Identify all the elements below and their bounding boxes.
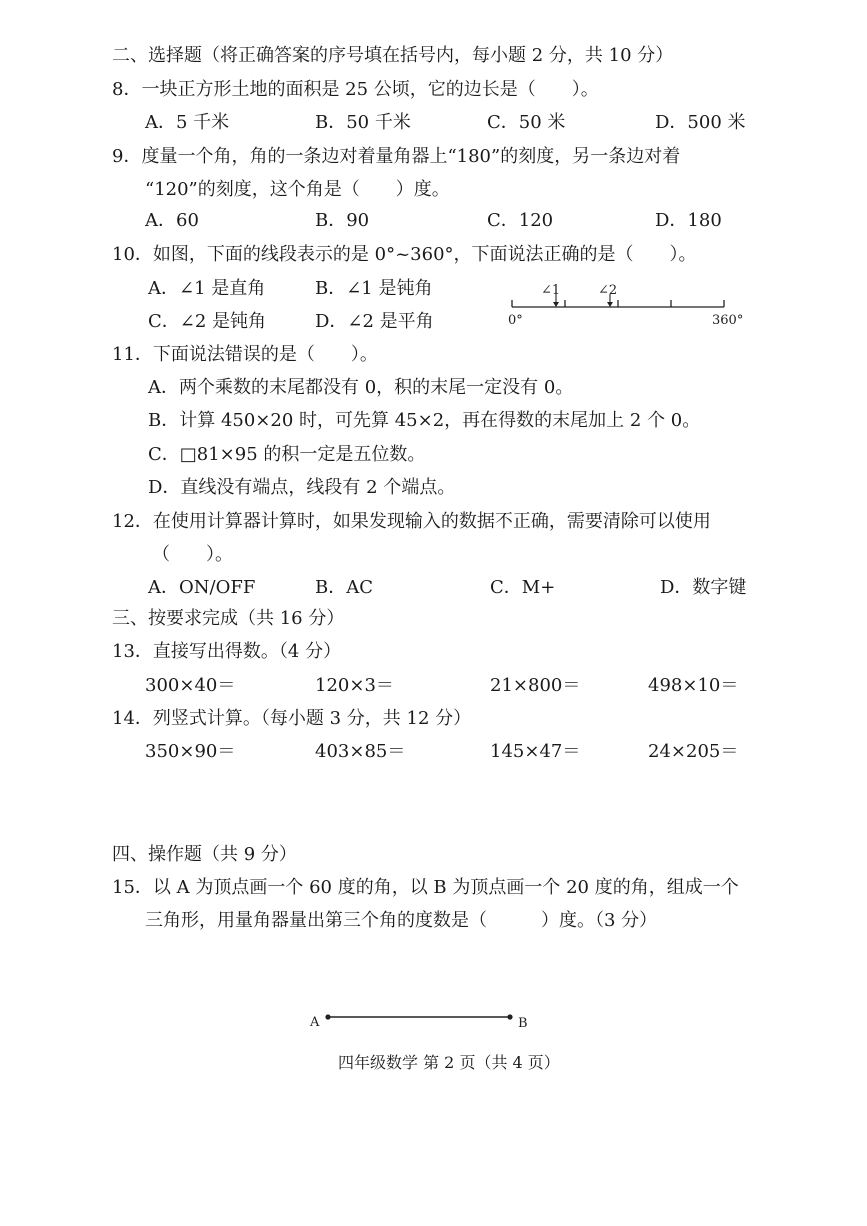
section-4-title: 四、操作题（共 9 分） bbox=[112, 844, 297, 865]
question-11-stem: 11．下面说法错误的是（ ）。 bbox=[112, 344, 378, 365]
question-8-option-c: C．50 米 bbox=[487, 112, 566, 133]
question-14-item: 145×47＝ bbox=[490, 741, 581, 762]
angle-2-arrow-head bbox=[607, 302, 613, 307]
question-10-option-c: C．∠2 是钝角 bbox=[148, 311, 267, 332]
question-12-option-c: C．M+ bbox=[490, 577, 556, 598]
angle-1-label: ∠1 bbox=[541, 283, 561, 298]
question-13-item: 21×800＝ bbox=[490, 675, 581, 696]
question-8-option-d: D．500 米 bbox=[655, 112, 746, 133]
point-a-label: A bbox=[310, 1015, 320, 1030]
question-14-item: 350×90＝ bbox=[145, 741, 236, 762]
point-a bbox=[325, 1014, 330, 1019]
question-13-item: 300×40＝ bbox=[145, 675, 236, 696]
angle-1-arrow-head bbox=[553, 302, 559, 307]
section-3-title: 三、按要求完成（共 16 分） bbox=[112, 608, 345, 629]
question-9-stem-line2: “120”的刻度，这个角是（ ）度。 bbox=[145, 179, 450, 200]
question-14-stem: 14．列竖式计算。（每小题 3 分，共 12 分） bbox=[112, 708, 472, 729]
question-10-option-a: A．∠1 是直角 bbox=[148, 278, 266, 299]
question-9-stem-line1: 9．度量一个角，角的一条边对着量角器上“180”的刻度，另一条边对着 bbox=[112, 146, 681, 167]
question-11-option-d: D．直线没有端点，线段有 2 个端点。 bbox=[148, 477, 456, 498]
question-14-item: 403×85＝ bbox=[315, 741, 406, 762]
question-8-stem: 8．一块正方形土地的面积是 25 公顷，它的边长是（ ）。 bbox=[112, 79, 599, 100]
section-2-title: 二、选择题（将正确答案的序号填在括号内，每小题 2 分，共 10 分） bbox=[112, 45, 674, 66]
question-12-option-d: D．数字键 bbox=[660, 577, 747, 598]
page-footer: 四年级数学 第 2 页（共 4 页） bbox=[338, 1053, 560, 1072]
point-b bbox=[507, 1014, 512, 1019]
question-12-stem-line2: （ ）。 bbox=[152, 544, 233, 565]
question-12-option-b: B．AC bbox=[315, 577, 373, 598]
question-10-option-b: B．∠1 是钝角 bbox=[315, 278, 433, 299]
question-14-item: 24×205＝ bbox=[648, 741, 739, 762]
question-13-stem: 13．直接写出得数。（4 分） bbox=[112, 641, 342, 662]
question-9-option-b: B．90 bbox=[315, 210, 370, 231]
question-15-stem-line1: 15．以 A 为顶点画一个 60 度的角，以 B 为顶点画一个 20 度的角，组成一个 bbox=[112, 877, 739, 898]
start-degree-label: 0° bbox=[508, 313, 523, 328]
question-11-option-b: B．计算 450×20 时，可先算 45×2，再在得数的末尾加上 2 个 0。 bbox=[148, 410, 701, 431]
question-8-option-b: B．50 千米 bbox=[315, 112, 411, 133]
angle-2-label: ∠2 bbox=[598, 283, 618, 298]
point-b-label: B bbox=[518, 1016, 528, 1031]
question-10-stem: 10．如图，下面的线段表示的是 0°~360°，下面说法正确的是（ ）。 bbox=[112, 244, 697, 265]
question-9-option-a: A．60 bbox=[145, 210, 199, 231]
question-11-option-a: A．两个乘数的末尾都没有 0，积的末尾一定没有 0。 bbox=[148, 377, 574, 398]
question-10-option-d: D．∠2 是平角 bbox=[315, 311, 434, 332]
question-15-stem-line2: 三角形，用量角器量出第三个角的度数是（ ）度。（3 分） bbox=[145, 910, 658, 931]
question-11-option-c: C．□81×95 的积一定是五位数。 bbox=[148, 444, 426, 465]
end-degree-label: 360° bbox=[712, 313, 744, 328]
question-8-option-a: A．5 千米 bbox=[145, 112, 230, 133]
question-9-option-c: C．120 bbox=[487, 210, 554, 231]
question-12-stem-line1: 12．在使用计算器计算时，如果发现输入的数据不正确，需要清除可以使用 bbox=[112, 511, 711, 532]
segment-ab-figure bbox=[300, 1004, 540, 1034]
question-12-option-a: A．ON/OFF bbox=[148, 577, 256, 598]
angle-line-figure bbox=[500, 278, 750, 334]
question-13-item: 498×10＝ bbox=[648, 675, 739, 696]
question-13-item: 120×3＝ bbox=[315, 675, 394, 696]
question-9-option-d: D．180 bbox=[655, 210, 722, 231]
